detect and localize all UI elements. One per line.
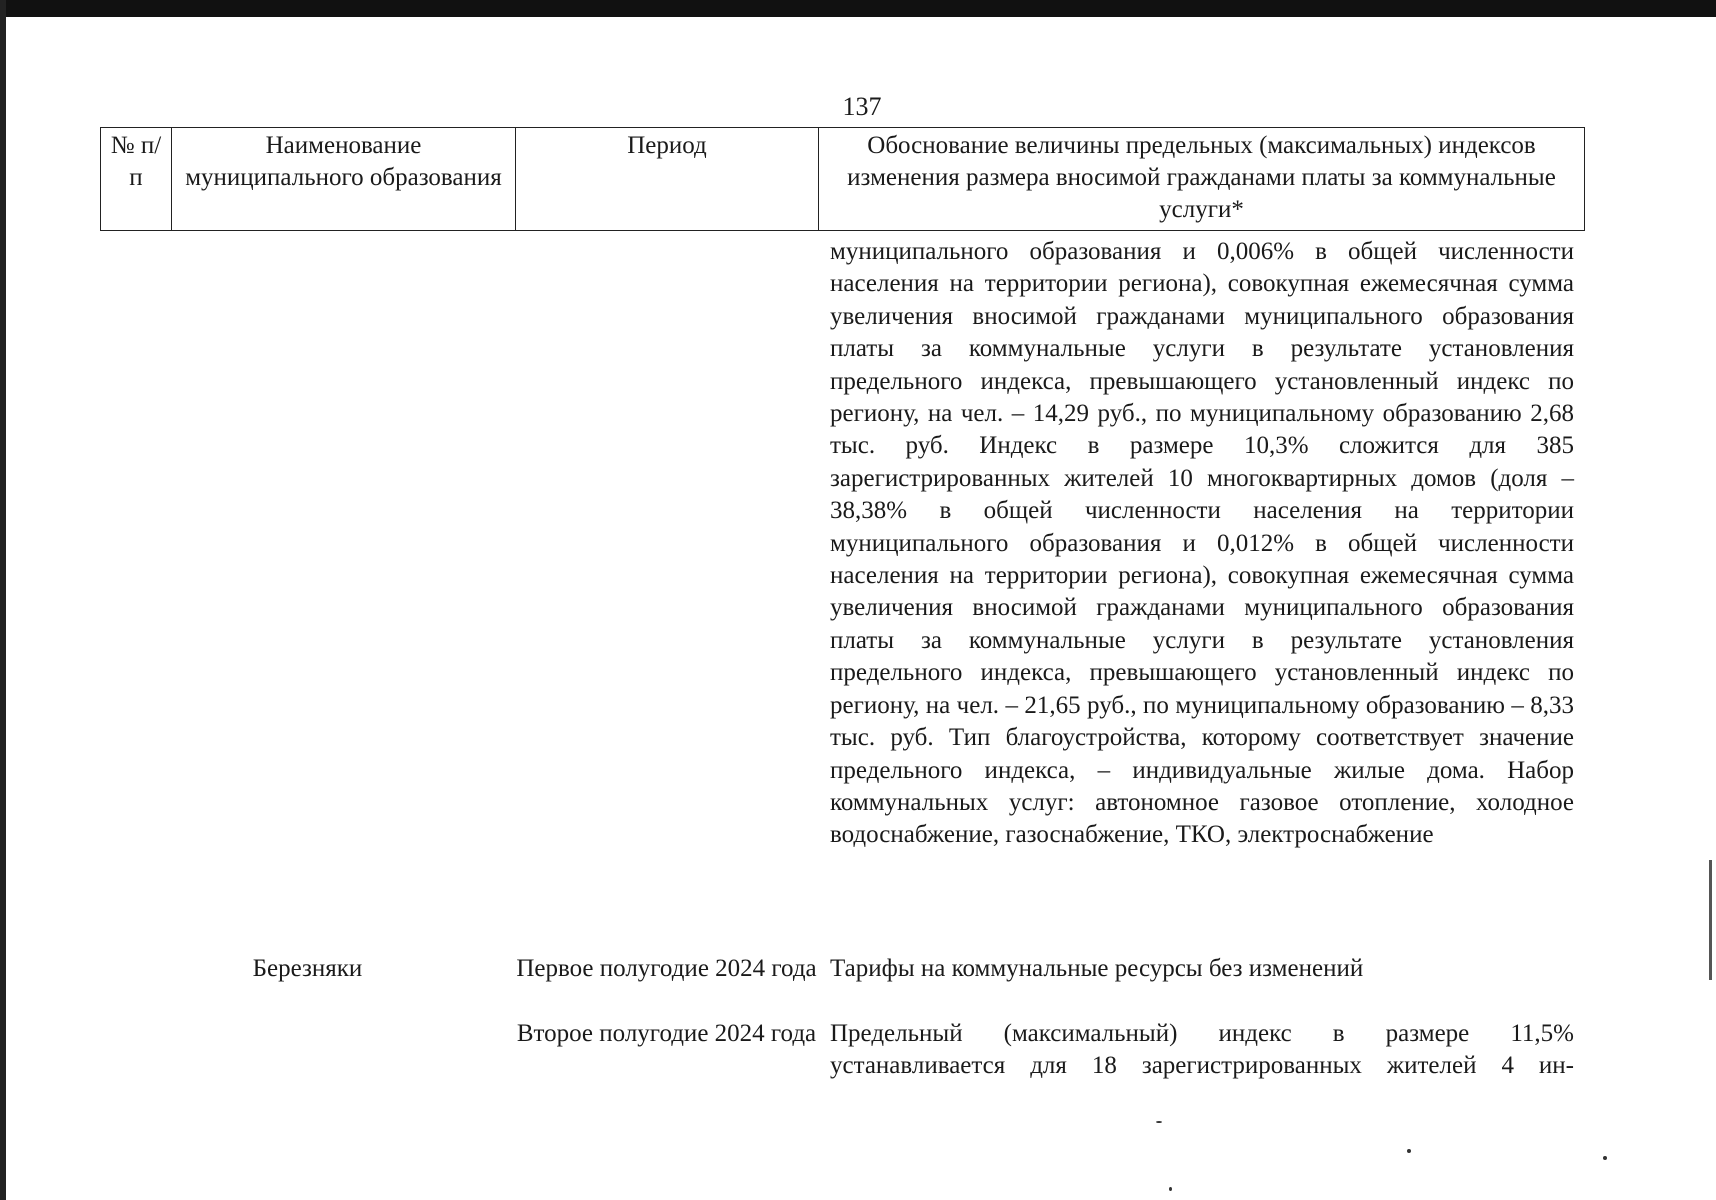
table-header-row <box>101 128 1585 231</box>
header-municipality: Наименование муниципального образования <box>172 128 516 231</box>
header-period: Период <box>516 128 819 231</box>
header-justification: Обоснование величины предельных (максимальных) индексов изменения размера вносимой гражданами платы за коммунальные услуги* <box>819 128 1585 231</box>
municipality-name: Березняки <box>252 955 363 982</box>
justification-first-half: Тарифы на коммунальные ресурсы без изменений <box>830 955 1364 982</box>
scan-border-top <box>0 0 1716 17</box>
period-second-half: Второе полугодие 2024 года <box>516 1020 817 1047</box>
scan-mark-right <box>1709 860 1712 980</box>
header-num: № п/п <box>101 128 172 231</box>
table-header <box>100 127 1585 231</box>
scan-speck <box>1407 1149 1411 1153</box>
period-first-half: Первое полугодие 2024 года <box>516 955 817 982</box>
scan-border-left <box>0 0 6 1200</box>
page-number: 137 <box>842 92 882 121</box>
continuation-text: муниципального образования и 0,006% в общей численности населения на территории региона), совокупная ежемесячная сумма увеличения вносимой гражданами муниципального образования платы за коммунальные услуги в результате установления предельного индекса, превышающего установленный индекс по региону, на чел. – 14,29 руб., по муниципальному образованию 2,68 тыс. руб. Индекс в размере 10,3% сложится для 385 зарегистрированных жителей 10 многоквартирных домов (доля – 38,38% в общей численности населения на территории муниципального образования и 0,012% в общей численности населения на территории региона), совокупная ежемесячная сумма увеличения вносимой гражданами муниципального образования платы за коммунальные услуги в результате установления предельного индекса, превышающего установленный индекс по региону, на чел. – 21,65 руб., по муниципальному образованию – 8,33 тыс. руб. Тип благоустройства, которому соответствует значение предельного индекса, – индивидуальные жилые дома. Набор коммунальных услуг: автономное газовое отопление, холодное водоснабжение, газоснабжение, ТКО, электроснабжение <box>830 238 1574 849</box>
scan-speck <box>1156 1121 1162 1123</box>
scan-speck <box>1169 1187 1172 1191</box>
scan-speck <box>1603 1156 1607 1160</box>
justification-second-half: Предельный (максимальный) индекс в размере 11,5% устанавливается для 18 зарегистрированных жителей 4 ин- <box>830 1020 1574 1080</box>
